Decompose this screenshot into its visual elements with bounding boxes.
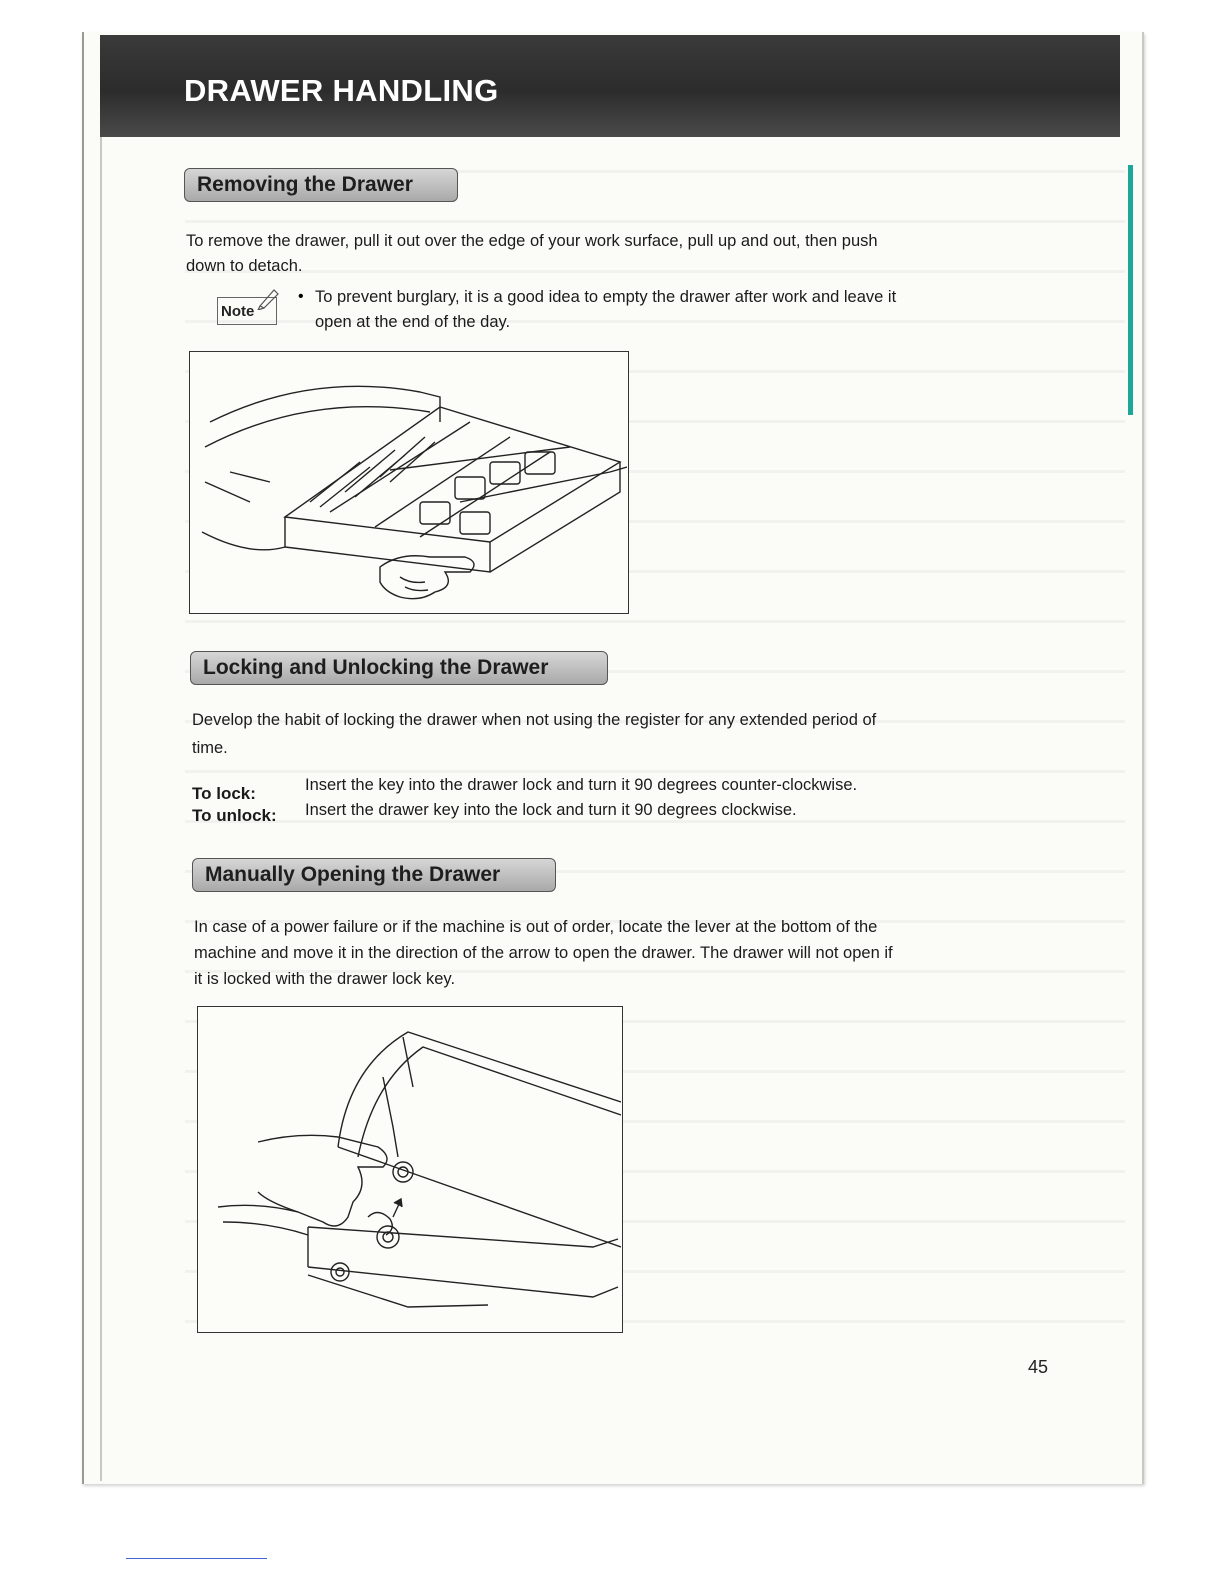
note-text-line2: open at the end of the day.: [315, 313, 511, 331]
to-unlock-text: Insert the drawer key into the lock and turn it 90 degrees clockwise.: [305, 801, 797, 819]
manual-release-illustration: [197, 1006, 623, 1333]
drawer-removal-illustration: [189, 351, 629, 614]
page-tab-edge: [1128, 165, 1133, 415]
note-label: Note: [221, 303, 255, 320]
manual-paragraph-line3: it is locked with the drawer lock key.: [194, 970, 456, 988]
locking-paragraph-line2: time.: [192, 739, 228, 757]
section-heading-text: Manually Opening the Drawer: [205, 863, 501, 886]
manual-release-drawing: [198, 1007, 621, 1331]
section-heading-removing: [184, 168, 458, 202]
page-header: [100, 35, 1120, 137]
section-heading-locking: [190, 651, 608, 685]
page-title: DRAWER HANDLING: [184, 73, 499, 108]
pencil-icon: [256, 286, 282, 310]
manual-paragraph-line1: In case of a power failure or if the machine is out of order, locate the lever at the bottom of the: [194, 918, 878, 936]
page-binding-line: [100, 136, 102, 1481]
removing-paragraph-line1: To remove the drawer, pull it out over the edge of your work surface, pull up and out, then push: [186, 232, 878, 250]
locking-paragraph-line1: Develop the habit of locking the drawer when not using the register for any extended period of: [192, 711, 877, 729]
note-bullet: •: [298, 288, 304, 305]
note-text-line1: To prevent burglary, it is a good idea to empty the drawer after work and leave it: [315, 288, 897, 306]
section-heading-manual: [192, 858, 556, 892]
to-unlock-label: To unlock:: [192, 806, 277, 825]
to-lock-label: To lock:: [192, 784, 256, 803]
to-lock-text: Insert the key into the drawer lock and turn it 90 degrees counter-clockwise.: [305, 776, 858, 794]
section-heading-text: Locking and Unlocking the Drawer: [203, 656, 549, 679]
section-heading-text: Removing the Drawer: [197, 173, 413, 196]
note-label-box: [217, 297, 277, 325]
removing-paragraph-line2: down to detach.: [186, 257, 303, 275]
manual-paragraph-line2: machine and move it in the direction of the arrow to open the drawer. The drawer will not open if: [194, 944, 893, 962]
bottom-underline: [126, 1558, 267, 1559]
drawer-illustration-drawing: [190, 352, 627, 612]
page-number: 45: [1028, 1357, 1049, 1377]
